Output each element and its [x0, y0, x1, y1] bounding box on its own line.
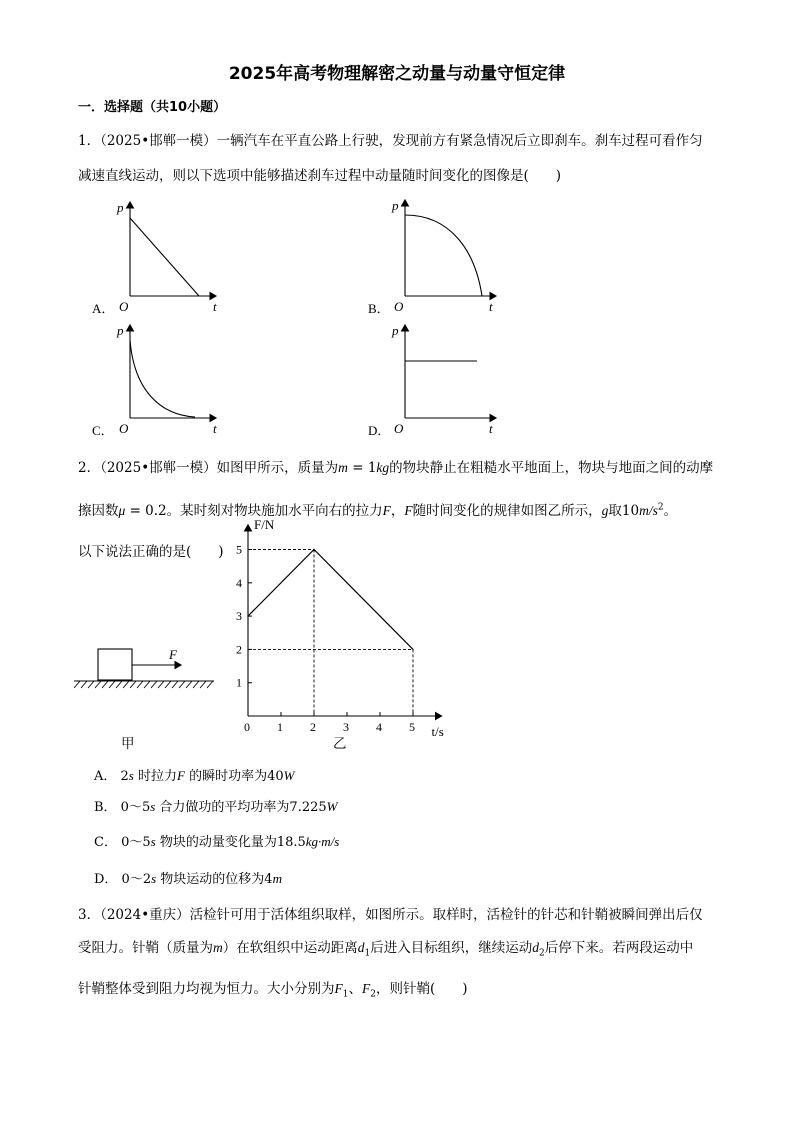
x-tick-label: 3: [343, 720, 349, 734]
q1-graphs: [70, 190, 530, 445]
q1-line-2: 减速直线运动，则以下选项中能够描述刹车过程中动量随时间变化的图像是( ): [78, 168, 562, 184]
section-heading: 一．选择题（共10小题）: [78, 100, 227, 115]
graph-a-origin: O: [119, 299, 129, 314]
ground-hatch: [74, 681, 213, 688]
q2-line-3: 以下说法正确的是( ): [78, 544, 224, 560]
q3-line-2: 受阻力。针鞘（质量为m）在软组织中运动距离$d_1$后进入目标组织，继续运动$d_2$后停下来。若两段运动中: [78, 940, 694, 959]
graph-d-t-label: t: [489, 421, 493, 436]
graph-a: [92, 200, 217, 316]
x-tick-label: 2: [310, 720, 316, 734]
data-point: [247, 616, 248, 617]
block: [98, 649, 132, 680]
graph-c-p-label: p: [117, 323, 124, 338]
x-tick-label: 1: [277, 720, 283, 734]
q2-option-a[interactable]: A． 2s 时拉力F 的瞬时功率为40W: [94, 768, 295, 784]
data-point: [313, 549, 314, 550]
graph-d-origin: O: [394, 421, 404, 436]
graph-c-t-label: t: [213, 421, 217, 436]
force-series-line: [248, 550, 413, 650]
x-axis-label: t/s: [431, 724, 444, 739]
y-tick-label: 3: [236, 609, 242, 624]
graph-c-label: C．: [92, 423, 114, 438]
graph-a-p-label: p: [117, 200, 124, 215]
force-time-chart: [228, 516, 458, 739]
graph-b: [368, 198, 496, 316]
y-tick-label: 4: [236, 575, 242, 590]
y-axis-label: F/N: [254, 516, 275, 532]
graph-d: [368, 323, 496, 438]
y-tick-label: 5: [236, 542, 242, 557]
q3-line-1: 3．（2024•重庆）活检针可用于活体组织取样，如图所示。取样时，活检针的针芯和针鞘被瞬间弹出后仅: [78, 907, 703, 923]
graph-d-label: D．: [368, 423, 391, 438]
q2-option-c[interactable]: C． 0～5s 物块的动量变化量为18.5kg·m/s: [94, 834, 340, 850]
force-label: F: [169, 647, 177, 662]
figure-jia: [72, 640, 222, 710]
graph-d-p-label: p: [392, 323, 399, 338]
graph-b-p-label: p: [392, 198, 399, 213]
x-tick-label: 5: [409, 720, 415, 734]
graph-c-curve: [130, 340, 195, 417]
q2-option-d[interactable]: D． 0～2s 物块运动的位移为4m: [94, 871, 282, 887]
q2-option-b[interactable]: B． 0～5s 合力做功的平均功率为7.225W: [94, 799, 338, 815]
y-tick-label: 1: [236, 675, 242, 690]
graph-a-label: A．: [92, 301, 115, 316]
q2-line-1: 2．（2025•邯郸一模）如图甲所示，质量为m = 1kg的物块静止在粗糙水平地面上，物块与地面之间的动摩: [78, 460, 714, 476]
data-point: [412, 649, 413, 650]
graph-a-curve: [130, 218, 199, 296]
page-title: 2025年高考物理解密之动量与动量守恒定律: [228, 64, 566, 84]
graph-c: [92, 323, 217, 438]
graph-b-label: B．: [368, 301, 390, 316]
graph-c-origin: O: [119, 421, 129, 436]
figure-jia-label: 甲: [121, 736, 135, 752]
x-tick-label: 4: [376, 720, 382, 734]
graph-b-curve: [405, 215, 482, 296]
q2-line-2: 擦因数μ = 0.2。某时刻对物块施加水平向右的拉力F，F随时间变化的规律如图乙所示，g取$10m/s^2$。: [78, 502, 678, 519]
q3-line-3: 针鞘整体受到阻力均视为恒力。大小分别为$F_1$、$F_2$，则针鞘( ): [78, 981, 468, 1000]
graph-b-origin: O: [394, 299, 404, 314]
graph-a-t-label: t: [213, 299, 217, 314]
x-tick-label: 0: [244, 720, 250, 734]
q1-line-1: 1．（2025•邯郸一模）一辆汽车在平直公路上行驶，发现前方有紧急情况后立即刹车。刹车过程可看作匀: [78, 133, 703, 149]
graph-b-t-label: t: [489, 299, 493, 314]
figure-yi-label: 乙: [333, 736, 347, 752]
y-tick-label: 2: [236, 642, 242, 657]
